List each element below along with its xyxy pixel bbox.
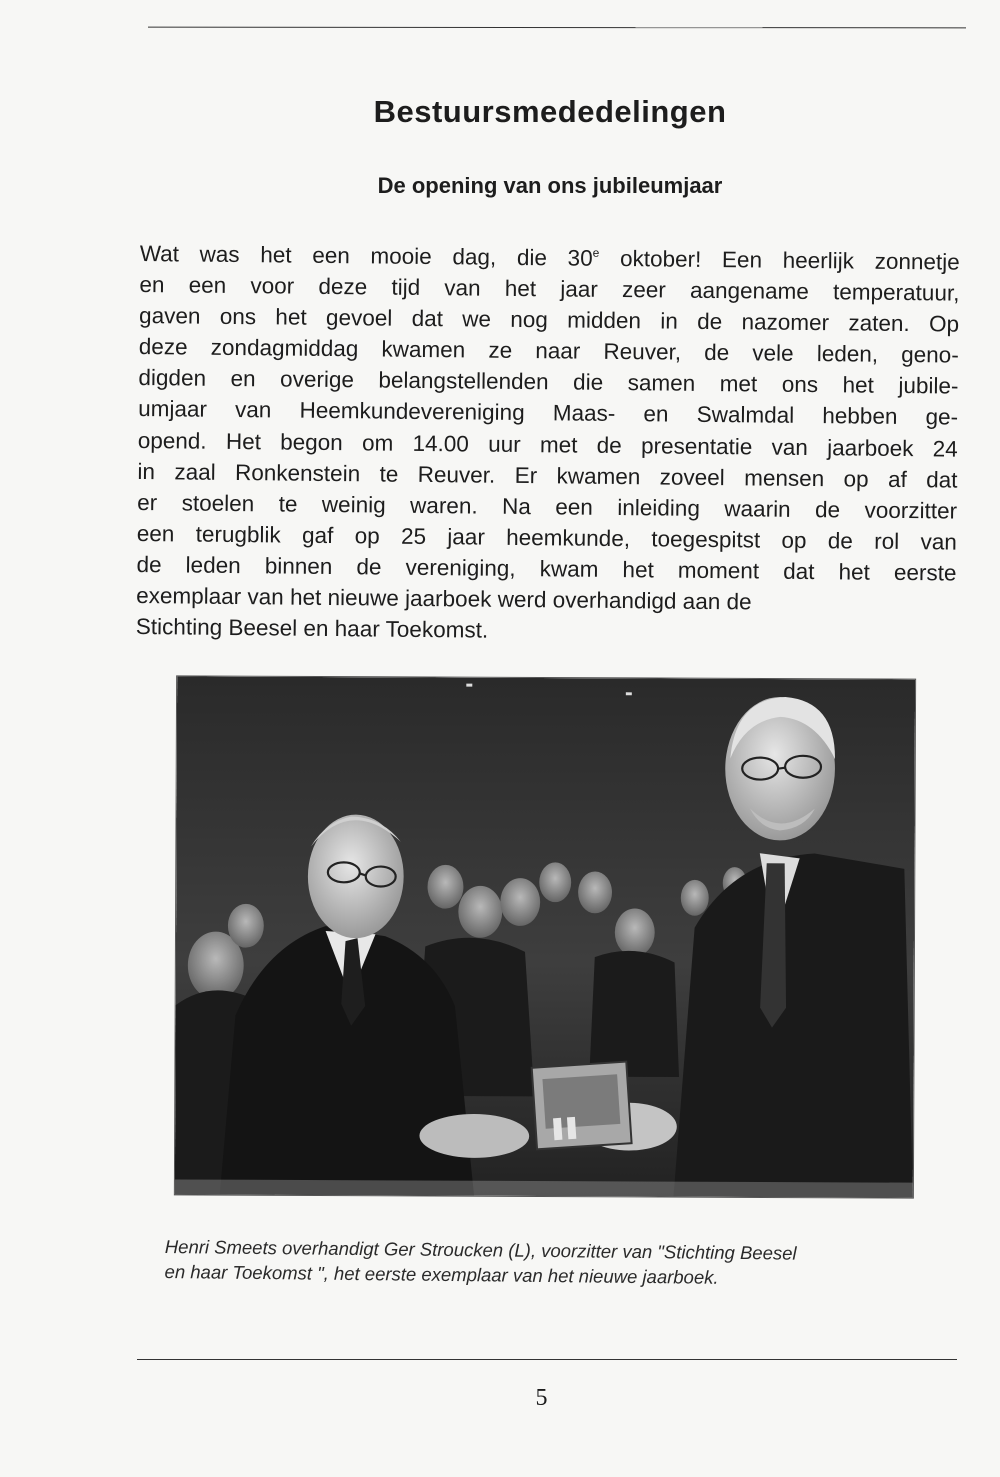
body-line: een terugblik gaf op 25 jaar heemkunde, toegespitst op de rol van: [136, 520, 957, 555]
caption-line: en haar Toekomst ", het eerste exemplaar van het nieuwe jaarboek.: [164, 1260, 719, 1288]
body-line: er stoelen te weinig waren. Na een inleiding waarin de voorzitter: [137, 489, 958, 524]
body-line: Wat was het een mooie dag, die 30e oktober! Een heerlijk zonnetje: [139, 240, 960, 275]
event-photo: [174, 675, 916, 1198]
body-line: umjaar van Heemkundevereniging Maas- en Swalmdal hebben ge-: [138, 396, 959, 431]
body-line: gaven ons het gevoel dat we nog midden in de nazomer zaten. Op: [139, 303, 960, 337]
body-line: de leden binnen de vereniging, kwam het moment dat het eerste: [136, 551, 957, 586]
body-line: exemplaar van het nieuwe jaarboek werd overhandigd aan de: [136, 583, 752, 615]
body-line: opend. Het begon om 14.00 uur met de presentatie van jaarboek 24: [137, 427, 958, 462]
body-line: digden en overige belangstellenden die samen met ons het jubile-: [138, 365, 959, 399]
photo-illustration: [175, 676, 915, 1197]
body-line: en een voor deze tijd van het jaar zeer aangename temperatuur,: [139, 272, 960, 306]
article-body: [136, 233, 960, 651]
photo-caption: [164, 1234, 944, 1292]
bottom-rule: [137, 1359, 957, 1360]
top-rule: [148, 27, 966, 29]
page-number: 5: [535, 1385, 548, 1411]
body-line: in zaal Ronkenstein te Reuver. Er kwamen zoveel mensen op af dat: [137, 458, 958, 493]
caption-line: Henri Smeets overhandigt Ger Stroucken (L), voorzitter van "Stichting Beesel: [164, 1235, 797, 1264]
article-subtitle: De opening van ons jubileumjaar: [377, 173, 723, 198]
page-title: Bestuursmededelingen: [373, 94, 727, 129]
body-line: deze zondagmiddag kwamen ze naar Reuver, de vele leden, geno-: [138, 334, 959, 368]
body-line: Stichting Beesel en haar Toekomst.: [135, 614, 489, 643]
